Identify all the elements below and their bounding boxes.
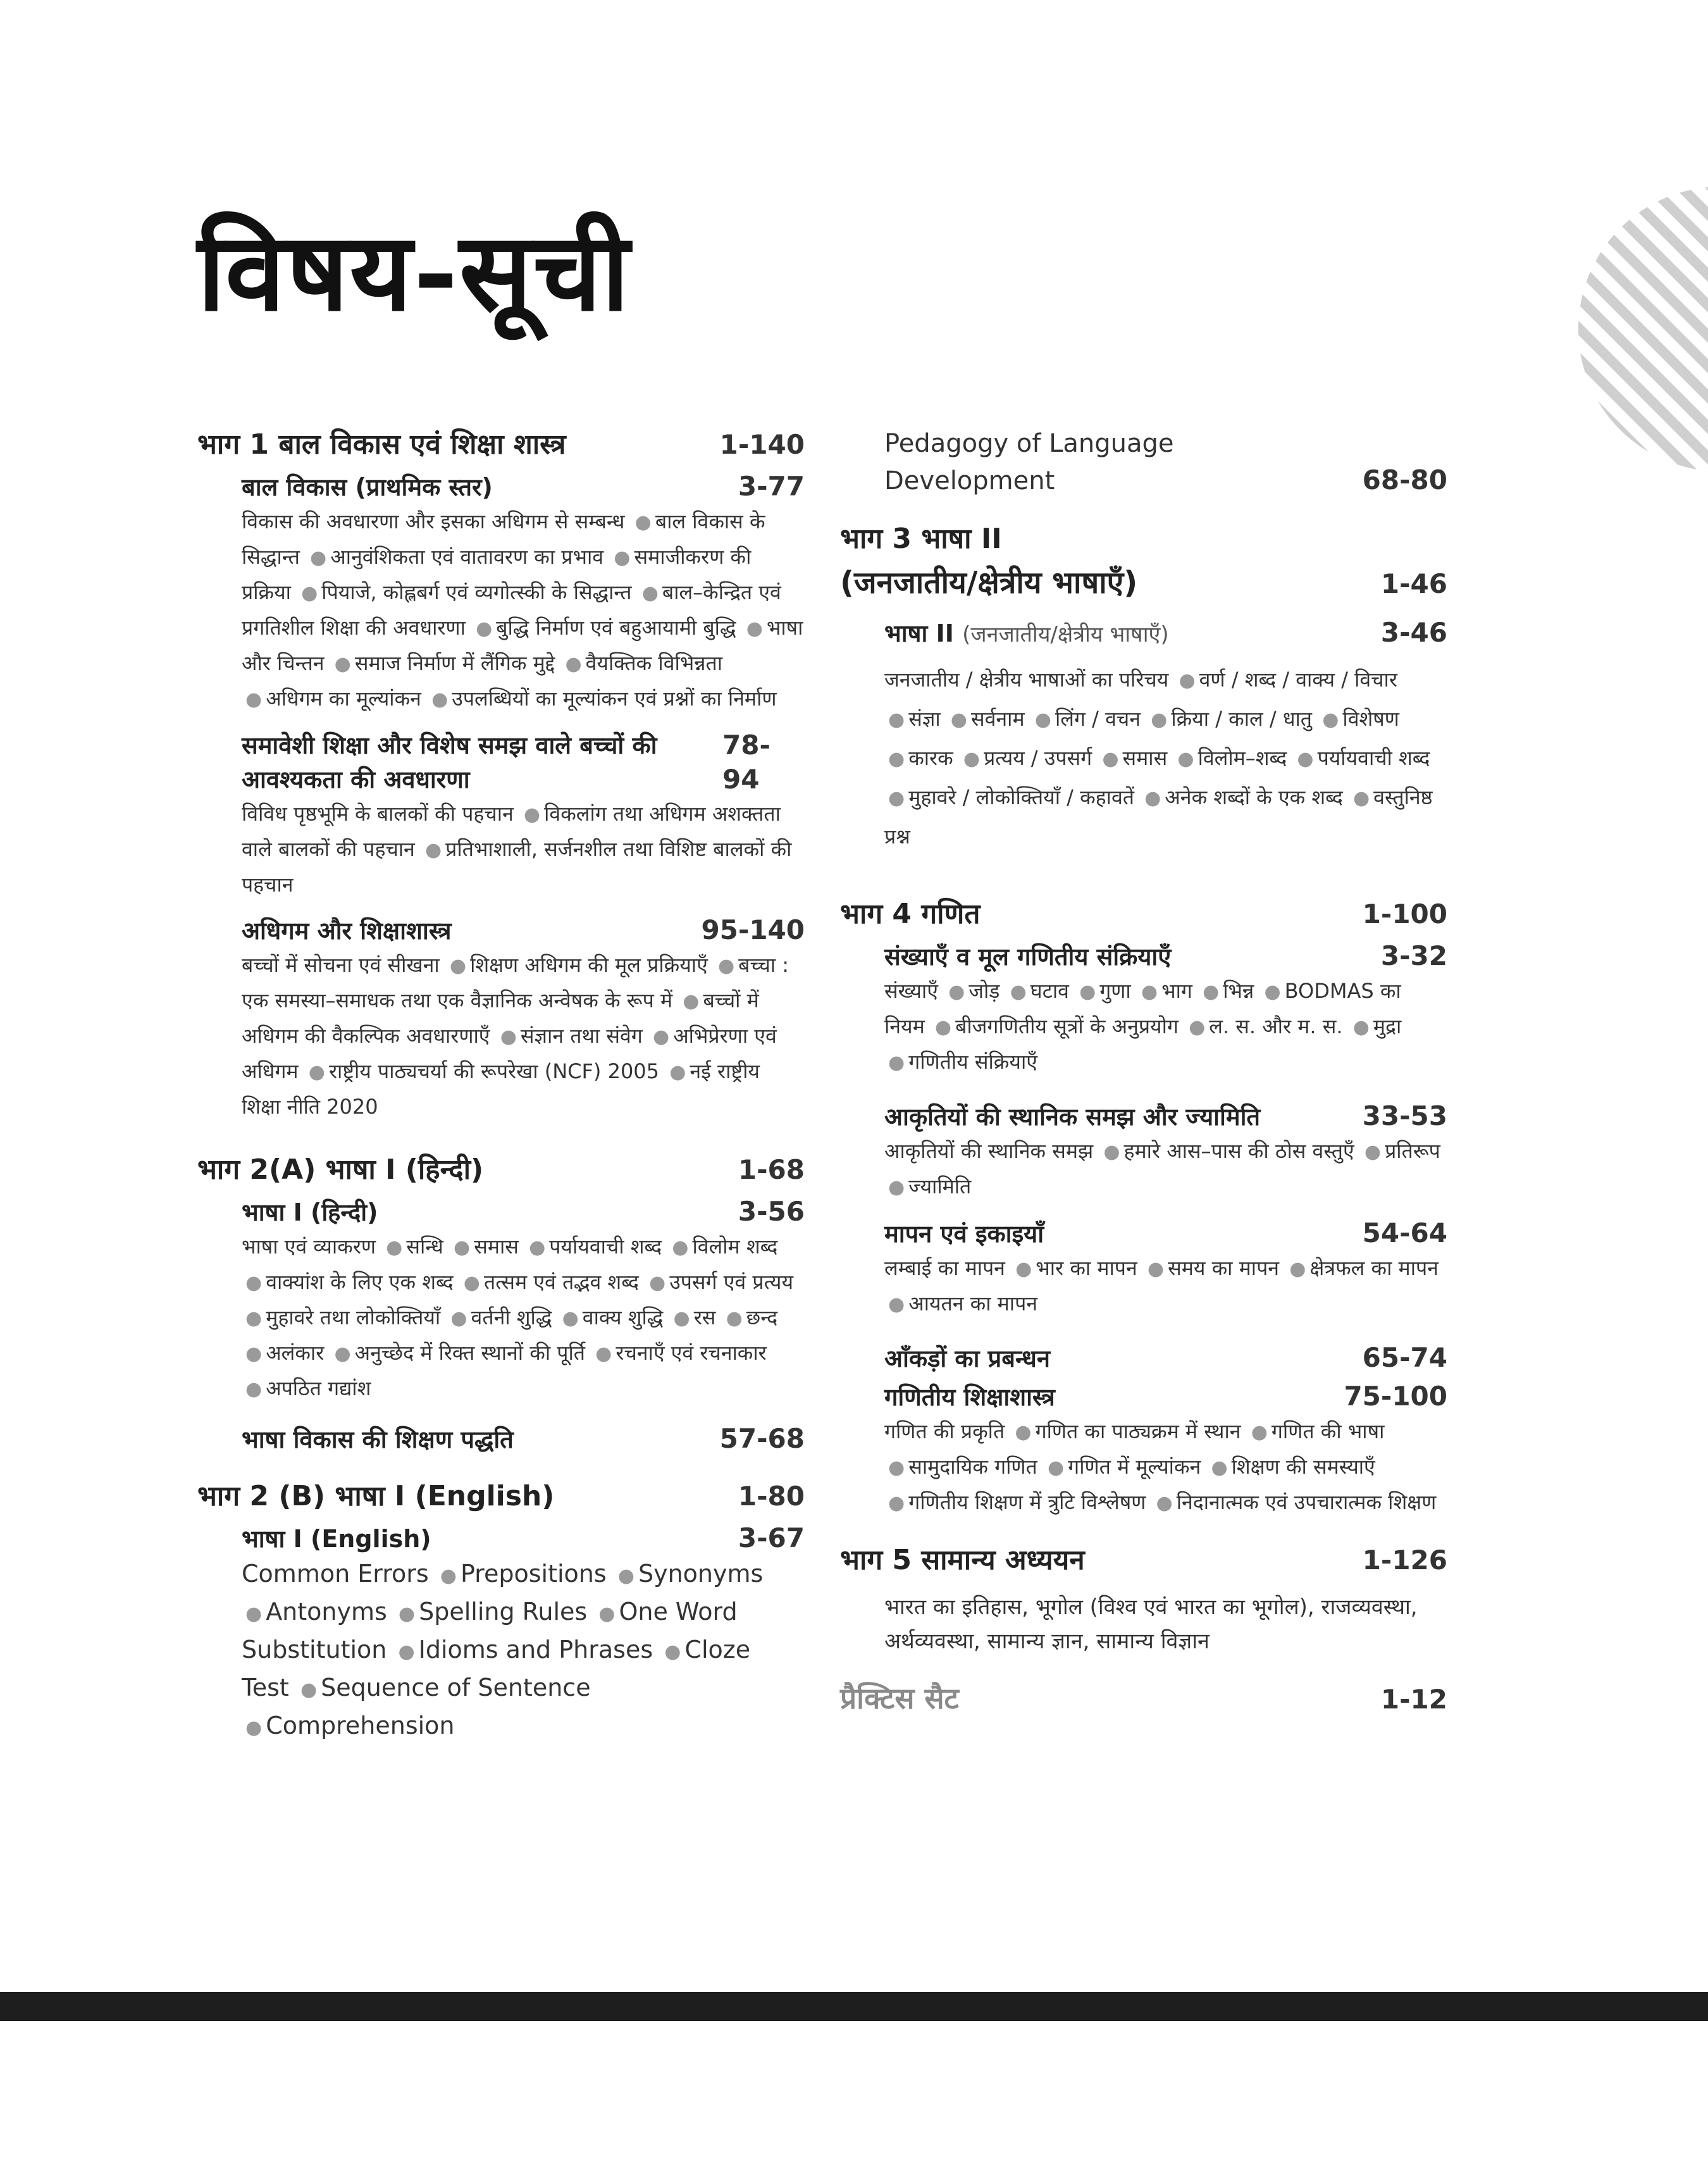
part-title: भाग 1 बाल विकास एवं शिक्षा शास्त्र: [197, 428, 566, 461]
bullet-dot: ●: [386, 1236, 403, 1259]
part-heading: [197, 1476, 805, 1517]
topic-item: बच्चों में अधिगम की वैकल्पिक अवधारणाएँ: [242, 988, 759, 1048]
bullet-dot: ●: [1297, 748, 1314, 770]
topic-list: [884, 661, 1447, 855]
bullet-dot: ●: [245, 1343, 263, 1365]
section-title: बाल विकास (प्राथमिक स्तर): [242, 473, 493, 501]
bullet-dot: ●: [1352, 787, 1370, 809]
bullet-dot: ●: [1177, 748, 1194, 770]
section-adhigam: [242, 913, 805, 1124]
topic-item: भाषा एवं व्याकरण: [242, 1235, 376, 1259]
bullet-dot: ●: [634, 511, 652, 533]
page-range: 1-140: [719, 429, 805, 460]
bullet-dot: ●: [308, 1061, 325, 1083]
part-title: भाग 2 (B) भाषा I (English): [197, 1480, 555, 1512]
page-range: 78-94: [722, 730, 770, 795]
section-aankde: [884, 1341, 1447, 1376]
bullet-dot: ●: [334, 653, 351, 675]
topic-item: Idioms and Phrases: [418, 1636, 653, 1664]
topic-item: विकलांग तथा अधिगम अशक्तता वाले बालकों की पहचान: [242, 802, 781, 861]
topic-item: घटाव: [1030, 979, 1069, 1003]
topic-item: गणितीय संक्रियाएँ: [908, 1050, 1037, 1074]
topic-item: बुद्धि निर्माण एवं बहुआयामी बुद्धि: [496, 616, 736, 640]
practice-set-title: प्रैक्टिस सैट: [840, 1681, 959, 1715]
section-title: आकृतियों की स्थानिक समझ और ज्यामिति: [884, 1103, 1261, 1131]
bullet-dot: ●: [726, 1307, 743, 1329]
topic-item: समास: [474, 1235, 519, 1259]
section-bhasha-english: [242, 1521, 805, 1746]
page-range: 3-32: [1380, 940, 1447, 971]
pedagogy-line-2: Development: [884, 466, 1055, 495]
bullet-dot: ●: [310, 547, 327, 569]
bullet-dot: ●: [245, 1378, 263, 1400]
section-title: भाषा विकास की शिक्षण पद्धति: [242, 1426, 514, 1453]
part-heading: [197, 424, 805, 466]
part-5: [840, 1539, 1447, 1658]
page-range: 75-100: [1344, 1381, 1447, 1412]
topic-item: विविध पृष्ठभूमि के बालकों की पहचान: [242, 802, 514, 826]
topic-item: बाल विकास के सिद्धान्त: [242, 509, 765, 569]
topic-item: Cloze Test: [242, 1636, 751, 1701]
bullet-dot: ●: [1102, 748, 1119, 770]
page-range: 1-100: [1362, 899, 1447, 930]
page-range: 3-77: [738, 471, 805, 502]
topic-item: आनुवंशिकता एवं वातावरण का प्रभाव: [330, 545, 604, 569]
bullet-dot: ●: [565, 653, 582, 675]
topic-item: उपलब्धियों का मूल्यांकन एवं प्रश्नों का निर्माण: [452, 687, 777, 711]
topic-item: Spelling Rules: [419, 1598, 588, 1626]
part-title: भाग 2(A) भाषा I (हिन्दी): [197, 1154, 484, 1186]
topic-item: भाषा और चिन्तन: [242, 616, 803, 675]
bullet-dot: ●: [424, 839, 442, 861]
topic-item: One Word Substitution: [242, 1598, 738, 1664]
bullet-dot: ●: [1015, 1258, 1032, 1280]
topic-item: अपठित गद्यांश: [266, 1376, 371, 1400]
bullet-dot: ●: [398, 1641, 415, 1663]
topic-item: प्रतिरूप: [1385, 1139, 1440, 1163]
pedagogy-entry: [840, 425, 1447, 499]
bullet-dot: ●: [653, 1026, 670, 1048]
bullet-dot: ●: [888, 709, 905, 731]
topic-item: भिन्न: [1223, 979, 1254, 1003]
bullet-dot: ●: [614, 547, 631, 569]
topic-item: विशेषण: [1342, 707, 1399, 731]
page-range: 68-80: [1362, 464, 1447, 495]
topic-list: [242, 1229, 805, 1407]
topic-list: [242, 504, 805, 717]
bullet-dot: ●: [245, 688, 263, 711]
topic-item: पियाजे, कोह्लबर्ग एवं व्यगोत्स्की के सिद्धान्त: [321, 580, 632, 604]
bullet-dot: ●: [245, 1307, 263, 1329]
bullet-dot: ●: [1264, 981, 1281, 1003]
topic-item: वाक्य शुद्धि: [582, 1305, 664, 1329]
topic-item: संज्ञान तथा संवेग: [520, 1024, 643, 1048]
topic-item: अनुच्छेद में रिक्त स्थानों की पूर्ति: [354, 1341, 585, 1365]
topic-item: Sequence of Sentence: [321, 1674, 591, 1701]
topic-item: शिक्षण अधिगम की मूल प्रक्रियाएँ: [470, 953, 708, 977]
topic-item: Synonyms: [638, 1560, 764, 1588]
bullet-dot: ●: [476, 618, 493, 640]
bullet-dot: ●: [934, 1016, 952, 1038]
bullet-dot: ●: [683, 990, 700, 1012]
section-title: समावेशी शिक्षा और विशेष समझ वाले बच्चों की आवश्यकता की अवधारणा: [242, 731, 657, 793]
topic-item: सर्वनाम: [970, 707, 1025, 731]
bullet-dot: ●: [463, 1272, 480, 1294]
bullet-dot: ●: [334, 1343, 351, 1365]
topic-item: विकास की अवधारणा और इसका अधिगम से सम्बन्ध: [242, 509, 625, 533]
part-heading: [840, 893, 1447, 935]
topic-item: ज्यामिति: [908, 1174, 972, 1198]
part-heading: [840, 1539, 1447, 1581]
bullet-dot: ●: [595, 1343, 612, 1365]
topic-item: कारक: [908, 746, 953, 770]
section-title: आँकड़ों का प्रबन्धन: [884, 1345, 1050, 1372]
topic-item: बच्चों में सोचना एवं सीखना: [242, 953, 440, 977]
part-title: भाग 4 गणित: [840, 898, 981, 930]
section-title: भाषा I (हिन्दी): [242, 1198, 378, 1226]
bullet-dot: ●: [1103, 1141, 1120, 1163]
page-range: 1-80: [738, 1481, 805, 1512]
section-sankhyaen: [884, 939, 1447, 1080]
bullet-dot: ●: [1156, 1492, 1173, 1514]
bullet-dot: ●: [1322, 709, 1339, 731]
topic-item: हमारे आस–पास की ठोस वस्तुएँ: [1123, 1139, 1354, 1163]
topic-item: गणित में मूल्यांकन: [1068, 1455, 1201, 1479]
topic-item: गणित का पाठ्यक्रम में स्थान: [1035, 1419, 1241, 1443]
bullet-dot: ●: [245, 1603, 263, 1625]
topic-list: [242, 948, 805, 1124]
bullet-dot: ●: [1352, 1016, 1370, 1038]
topic-item: Antonyms: [266, 1598, 387, 1626]
topic-item: सामुदायिक गणित: [908, 1455, 1037, 1479]
part-heading: [840, 518, 1447, 560]
section-title: गणितीय शिक्षाशास्त्र: [884, 1383, 1055, 1411]
topic-item: समय का मापन: [1168, 1256, 1280, 1280]
topic-item: गुणा: [1099, 979, 1131, 1003]
topic-item: पर्यायवाची शब्द: [549, 1235, 662, 1259]
page-range: 1-12: [1380, 1684, 1447, 1715]
bullet-dot: ●: [1251, 1421, 1268, 1443]
topic-item: नई राष्ट्रीय शिक्षा नीति 2020: [242, 1059, 760, 1119]
topic-item: विलोम शब्द: [692, 1235, 778, 1259]
section-title: अधिगम और शिक्षाशास्त्र: [242, 917, 452, 945]
page-range: 3-67: [738, 1522, 805, 1553]
page-title: विषय-सूची: [197, 209, 631, 335]
bullet-dot: ●: [454, 1236, 471, 1259]
page-range: 54-64: [1362, 1217, 1447, 1248]
section-title: भाषा I (English): [242, 1525, 431, 1553]
bullet-dot: ●: [673, 1307, 690, 1329]
page-range: 65-74: [1362, 1342, 1447, 1373]
practice-set: [840, 1677, 1447, 1720]
bullet-dot: ●: [300, 1679, 318, 1701]
bullet-dot: ●: [888, 748, 905, 770]
bullet-dot: ●: [746, 618, 763, 640]
topic-list: [884, 1134, 1447, 1205]
topic-list: [242, 797, 805, 902]
bullet-dot: ●: [245, 1717, 263, 1739]
bullet-dot: ●: [449, 955, 467, 977]
topic-list: [884, 1414, 1447, 1521]
bullet-dot: ●: [888, 1457, 905, 1479]
topic-item: समाज निर्माण में लैंगिक मुद्दे: [354, 651, 555, 675]
topic-item: संख्याएँ: [884, 979, 938, 1003]
bullet-dot: ●: [1289, 1258, 1306, 1280]
topic-item: जोड़: [968, 979, 1000, 1003]
footer-bar: [0, 1992, 1708, 2021]
bullet-dot: ●: [450, 1307, 467, 1329]
topic-item: अलंकार: [266, 1341, 325, 1365]
bullet-dot: ●: [888, 1052, 905, 1074]
topic-item: Prepositions: [460, 1560, 607, 1588]
bullet-dot: ●: [523, 804, 541, 826]
bullet-dot: ●: [1141, 981, 1158, 1003]
page-range: 3-46: [1380, 617, 1447, 648]
section-title: मापन एवं इकाइयाँ: [884, 1220, 1044, 1248]
page-range: 57-68: [719, 1423, 805, 1454]
topic-item: BODMAS का नियम: [884, 979, 1401, 1038]
topic-item: बच्चा : एक समस्या–समाधक तथा एक वैज्ञानिक अन्वेषक के रूप में: [242, 953, 789, 1012]
section-title: भाषा II: [884, 619, 954, 647]
bullet-dot: ●: [245, 1272, 263, 1294]
bullet-dot: ●: [888, 787, 905, 809]
topic-item: भाग: [1161, 979, 1192, 1003]
section-ganitiya-shikshashastra: [884, 1379, 1447, 1521]
bullet-dot: ●: [1034, 709, 1051, 731]
topic-item: क्रिया / काल / धातु: [1171, 707, 1313, 731]
part-4: [840, 893, 1447, 1521]
topic-item: जनजातीय / क्षेत्रीय भाषाओं का परिचय: [884, 668, 1169, 692]
part-heading: [197, 1149, 805, 1191]
topic-item: आकृतियों की स्थानिक समझ: [884, 1139, 1094, 1163]
topic-item: वाक्यांश के लिए एक शब्द: [266, 1270, 454, 1294]
section-bhasha-2: [884, 616, 1447, 855]
topic-item: भार का मापन: [1036, 1256, 1137, 1280]
topic-item: प्रतिभाशाली, सर्जनशील तथा विशिष्ट बालकों की पहचान: [242, 837, 792, 897]
topic-item: समास: [1122, 746, 1168, 770]
part-subtitle: (जनजातीय/क्षेत्रीय भाषाएँ): [840, 565, 1138, 600]
topic-item: वस्तुनिष्ठ प्रश्न: [884, 785, 1433, 849]
topic-item: वर्तनी शुद्धि: [471, 1305, 552, 1329]
topic-item: विलोम–शब्द: [1197, 746, 1287, 770]
bullet-dot: ●: [664, 1641, 681, 1663]
page-range: 95-140: [701, 914, 805, 945]
topic-item: छन्द: [746, 1305, 778, 1329]
topic-list: [884, 974, 1447, 1080]
topic-item: रचनाएँ एवं रचनाकार: [616, 1341, 767, 1365]
bullet-dot: ●: [888, 1492, 905, 1514]
topic-item: वैयक्तिक विभिन्नता: [585, 651, 723, 675]
part-title: भाग 5 सामान्य अध्ययन: [840, 1544, 1085, 1576]
topic-item: लम्बाई का मापन: [884, 1256, 1005, 1280]
page-range: 1-68: [738, 1154, 805, 1185]
bullet-dot: ●: [641, 582, 659, 604]
section-bal-vikas: [242, 470, 805, 717]
topic-list: [242, 1556, 805, 1746]
bullet-dot: ●: [717, 955, 735, 977]
topic-item: अनेक शब्दों के एक शब्द: [1165, 785, 1343, 809]
contents-right-column: [840, 425, 1447, 1739]
topic-item: बीजगणितीय सूत्रों के अनुप्रयोग: [955, 1014, 1179, 1038]
bullet-dot: ●: [1364, 1141, 1382, 1163]
topic-item: Comprehension: [266, 1712, 455, 1739]
topic-item: मुद्रा: [1373, 1014, 1402, 1038]
bullet-dot: ●: [1179, 669, 1196, 692]
section-jyamiti: [884, 1099, 1447, 1205]
topic-item: आयतन का मापन: [908, 1291, 1038, 1315]
bullet-dot: ●: [1151, 709, 1168, 731]
topic-item: गणित की प्रकृति: [884, 1419, 1005, 1443]
bullet-dot: ●: [440, 1565, 457, 1587]
bullet-dot: ●: [649, 1272, 666, 1294]
section-bhasha-hindi: [242, 1195, 805, 1407]
section-subtitle: (जनजातीय/क्षेत्रीय भाषाएँ): [962, 622, 1169, 647]
part-1: [197, 424, 805, 1124]
topic-item: संज्ञा: [908, 707, 941, 731]
bullet-dot: ●: [1147, 1258, 1165, 1280]
bullet-dot: ●: [1203, 981, 1220, 1003]
topic-item: वर्ण / शब्द / वाक्य / विचार: [1199, 668, 1397, 692]
topic-item: लिंग / वचन: [1055, 707, 1141, 731]
topic-item: सन्धि: [406, 1235, 443, 1259]
topic-item: गणितीय शिक्षण में त्रुटि विश्लेषण: [908, 1490, 1146, 1514]
topic-item: पर्यायवाची शब्द: [1317, 746, 1430, 770]
bullet-dot: ●: [398, 1603, 416, 1625]
section-samaveshi-shiksha: [242, 728, 805, 902]
decorative-striped-semicircle: [1518, 183, 1708, 475]
topic-item: ल. स. और म. स.: [1209, 1014, 1343, 1038]
bullet-dot: ●: [1144, 787, 1161, 809]
bullet-dot: ●: [1211, 1457, 1228, 1479]
bullet-dot: ●: [1010, 981, 1027, 1003]
topic-item: शिक्षण की समस्याएँ: [1231, 1455, 1375, 1479]
bullet-dot: ●: [598, 1603, 616, 1625]
topic-item: अभिप्रेरणा एवं अधिगम: [242, 1024, 777, 1083]
topic-item: तत्सम एवं तद्भव शब्द: [483, 1270, 639, 1294]
topic-item: बाल–केन्द्रित एवं प्रगतिशील शिक्षा की अवधारणा: [242, 580, 781, 640]
bullet-dot: ●: [963, 748, 981, 770]
page-range: 33-53: [1362, 1100, 1447, 1131]
bullet-dot: ●: [950, 709, 967, 731]
bullet-dot: ●: [1079, 981, 1096, 1003]
topic-item: प्रत्यय / उपसर्ग: [984, 746, 1092, 770]
part-2b: [197, 1476, 805, 1746]
bullet-dot: ●: [1189, 1016, 1206, 1038]
topic-item: गणित की भाषा: [1271, 1419, 1385, 1443]
section-mapan: [884, 1216, 1447, 1322]
bullet-dot: ●: [888, 1176, 905, 1198]
topic-item: उपसर्ग एवं प्रत्यय: [669, 1270, 794, 1294]
page-range: 1-46: [1380, 568, 1447, 599]
part-title: भाग 3 भाषा II: [840, 523, 1002, 555]
topic-item: राष्ट्रीय पाठ्यचर्या की रूपरेखा (NCF) 2005: [328, 1059, 660, 1083]
contents-left-column: [197, 424, 805, 1765]
part-3: [840, 518, 1447, 855]
bullet-dot: ●: [562, 1307, 579, 1329]
pedagogy-line-1: Pedagogy of Language: [884, 429, 1174, 458]
bullet-dot: ●: [617, 1565, 634, 1587]
topic-item: मुहावरे तथा लोकोक्तियाँ: [266, 1305, 441, 1329]
bullet-dot: ●: [529, 1236, 546, 1259]
part-2a: [197, 1149, 805, 1457]
topic-item: निदानात्मक एवं उपचारात्मक शिक्षण: [1176, 1490, 1437, 1514]
topic-item: रस: [693, 1305, 716, 1329]
topic-item: समाजीकरण की प्रक्रिया: [242, 545, 752, 604]
bullet-dot: ●: [301, 582, 318, 604]
bullet-dot: ●: [672, 1236, 689, 1259]
bullet-dot: ●: [888, 1293, 905, 1315]
part-5-description: भारत का इतिहास, भूगोल (विश्व एवं भारत का भूगोल), राजव्यवस्था, अर्थव्यवस्था, सामान्य ज्ञान, सामान्य विज्ञान: [884, 1595, 1418, 1654]
bullet-dot: ●: [431, 688, 449, 711]
bullet-dot: ●: [500, 1026, 517, 1048]
page-range: 3-56: [738, 1196, 805, 1227]
section-title: संख्याएँ व मूल गणितीय संक्रियाएँ: [884, 943, 1172, 971]
topic-item: Common Errors: [242, 1560, 429, 1588]
bullet-dot: ●: [669, 1061, 686, 1083]
topic-item: क्षेत्रफल का मापन: [1309, 1256, 1439, 1280]
topic-list: [884, 1251, 1447, 1322]
topic-item: मुहावरे / लोकोक्तियाँ / कहावतें: [908, 785, 1134, 809]
section-shikshan-paddhati: [242, 1422, 805, 1457]
bullet-dot: ●: [1047, 1457, 1065, 1479]
bullet-dot: ●: [948, 981, 965, 1003]
page-range: 1-126: [1362, 1545, 1447, 1576]
bullet-dot: ●: [1015, 1421, 1032, 1443]
topic-item: अधिगम का मूल्यांकन: [266, 687, 421, 711]
